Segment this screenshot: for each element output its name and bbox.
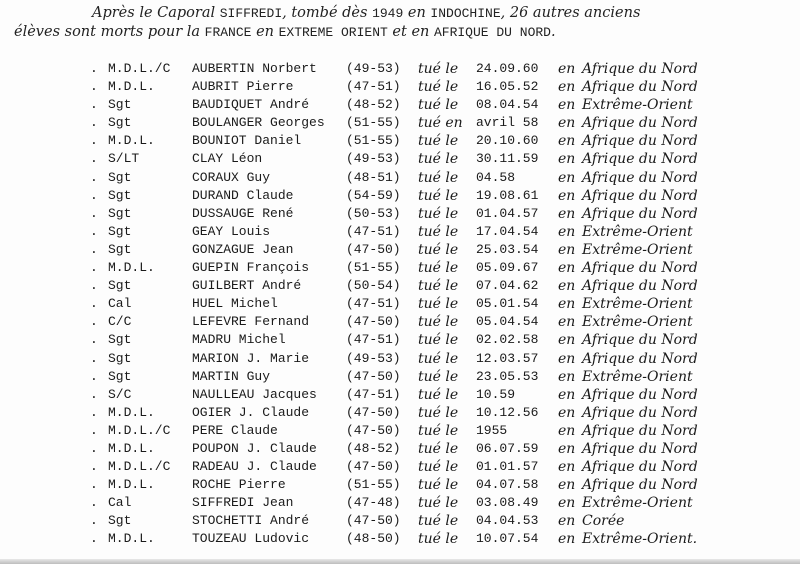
entry-name: POUPON J. Claude (192, 440, 317, 456)
entry-years: (48-52) (346, 97, 401, 113)
entry-bullet: . (90, 531, 98, 547)
entry-date: 04.58 (476, 169, 516, 185)
entry-name: BOULANGER Georges (192, 115, 325, 131)
entry-place: Corée (582, 513, 625, 530)
entry-name: CORAUX Guy (192, 169, 271, 185)
entry-verb: tué le (418, 169, 459, 186)
entry-rank: M.D.L. (108, 477, 155, 493)
entry-verb: tué le (418, 386, 459, 403)
entry-place: Afrique du Nord (582, 477, 698, 494)
scan-edge (0, 559, 800, 564)
list-item (0, 350, 800, 368)
entry-place: Afrique du Nord (582, 115, 698, 132)
entry-rank: Sgt (108, 223, 132, 239)
list-item (0, 368, 800, 386)
entry-name: GUILBERT André (192, 278, 302, 294)
entry-place: Afrique du Nord (582, 404, 698, 421)
entry-years: (51-55) (346, 260, 401, 276)
entry-date: 23.05.53 (476, 368, 539, 384)
entry-en: en (558, 368, 576, 385)
entry-rank: Sgt (108, 205, 132, 221)
entry-bullet: . (90, 422, 98, 438)
entry-date: 04.07.58 (476, 477, 539, 493)
entry-rank: M.D.L. (108, 260, 155, 276)
entry-name: PERE Claude (192, 422, 278, 438)
entry-en: en (558, 314, 576, 331)
entry-rank: M.D.L. (108, 79, 155, 95)
intro-line-2 (14, 23, 784, 42)
entry-verb: tué le (418, 241, 459, 258)
list-item (0, 313, 800, 331)
entry-bullet: . (90, 187, 98, 203)
list-item (0, 476, 800, 494)
entry-verb: tué le (418, 278, 459, 295)
entry-en: en (558, 477, 576, 494)
entry-rank: S/LT (108, 151, 140, 167)
entry-rank: Sgt (108, 97, 132, 113)
entry-date: 01.04.57 (476, 205, 539, 221)
intro-caps: FRANCE (204, 25, 252, 40)
entry-bullet: . (90, 477, 98, 493)
entry-verb: tué le (418, 422, 459, 439)
entry-en: en (558, 61, 576, 77)
entry-rank: Sgt (108, 278, 132, 294)
entry-rank: Sgt (108, 169, 132, 185)
entry-date: 10.07.54 (476, 531, 539, 547)
entry-date: 02.02.58 (476, 332, 539, 348)
entry-years: (47-50) (346, 404, 401, 420)
entry-en: en (558, 115, 576, 132)
intro-caps: AFRIQUE DU NORD (433, 25, 551, 40)
entry-years: (47-51) (346, 386, 401, 402)
entry-name: DUSSAUGE René (192, 205, 294, 221)
list-item (0, 259, 800, 277)
entry-bullet: . (90, 404, 98, 420)
entry-verb: tué le (418, 296, 459, 313)
entry-years: (49-53) (346, 61, 401, 76)
entry-name: HUEL Michel (192, 296, 278, 312)
entry-place: Extrême-Orient (582, 241, 693, 258)
entry-verb: tué le (418, 314, 459, 331)
entry-en: en (558, 223, 576, 240)
list-item (0, 404, 800, 422)
entry-en: en (558, 97, 576, 114)
entry-en: en (558, 459, 576, 476)
entry-verb: tué le (418, 260, 459, 277)
list-item (0, 386, 800, 404)
list-item (0, 277, 800, 295)
entry-bullet: . (90, 332, 98, 348)
entry-date: 01.01.57 (476, 459, 539, 475)
entry-en: en (558, 495, 576, 512)
entry-bullet: . (90, 459, 98, 475)
entry-date: 04.04.53 (476, 513, 539, 529)
entry-date: 1955 (476, 422, 508, 438)
entry-bullet: . (90, 350, 98, 366)
entry-en: en (558, 169, 576, 186)
entry-bullet: . (90, 368, 98, 384)
entry-place: Extrême-Orient (582, 97, 693, 114)
intro-caps: 1949 (372, 6, 404, 21)
entry-place: Afrique du Nord (582, 169, 698, 186)
entry-rank: Sgt (108, 368, 132, 384)
entry-place: Extrême-Orient (582, 296, 693, 313)
entry-bullet: . (90, 314, 98, 330)
entry-verb: tué le (418, 368, 459, 385)
entry-years: (47-48) (346, 495, 401, 511)
entry-verb: tué le (418, 459, 459, 476)
entry-years: (47-51) (346, 296, 401, 312)
entry-date: 17.04.54 (476, 223, 539, 239)
entry-rank: M.D.L./C (108, 459, 171, 475)
entry-years: (50-54) (346, 278, 401, 294)
list-item (0, 512, 800, 530)
entry-bullet: . (90, 97, 98, 113)
entry-rank: M.D.L. (108, 531, 155, 547)
entry-name: MARTIN Guy (192, 368, 271, 384)
entry-bullet: . (90, 278, 98, 294)
entry-en: en (558, 386, 576, 403)
entry-name: STOCHETTI André (192, 513, 310, 529)
entry-years: (47-51) (346, 79, 401, 95)
intro-text: . (551, 24, 556, 40)
entry-en: en (558, 205, 576, 222)
entry-place: Extrême-Orient. (582, 531, 698, 548)
entry-en: en (558, 133, 576, 150)
intro-caps: INDOCHINE (430, 6, 501, 21)
entry-rank: M.D.L./C (108, 61, 171, 76)
entry-place: Afrique du Nord (582, 79, 698, 96)
intro-text: en (407, 5, 426, 21)
entry-name: BOUNIOT Daniel (192, 133, 302, 149)
entry-years: (47-50) (346, 241, 401, 257)
entry-verb: tué le (418, 205, 459, 222)
entry-date: 05.04.54 (476, 314, 539, 330)
entry-rank: Sgt (108, 513, 132, 529)
entry-years: (54-59) (346, 187, 401, 203)
entry-en: en (558, 79, 576, 96)
entry-en: en (558, 296, 576, 313)
list-item (0, 422, 800, 440)
entry-rank: Sgt (108, 332, 132, 348)
entry-en: en (558, 151, 576, 168)
entry-verb: tué le (418, 79, 459, 96)
entry-place: Afrique du Nord (582, 350, 698, 367)
entry-name: LEFEVRE Fernand (192, 314, 310, 330)
entry-rank: S/C (108, 386, 132, 402)
entry-bullet: . (90, 260, 98, 276)
entry-years: (49-53) (346, 350, 401, 366)
entry-rank: C/C (108, 314, 132, 330)
entry-date: 16.05.52 (476, 79, 539, 95)
memorial-list (0, 60, 800, 549)
entry-bullet: . (90, 241, 98, 257)
entry-name: SIFFREDI Jean (192, 495, 294, 511)
entry-name: OGIER J. Claude (192, 404, 310, 420)
entry-en: en (558, 350, 576, 367)
entry-years: (51-55) (346, 115, 401, 131)
entry-en: en (558, 404, 576, 421)
entry-years: (47-51) (346, 223, 401, 239)
entry-rank: Sgt (108, 241, 132, 257)
entry-years: (50-53) (346, 205, 401, 221)
intro-paragraph (14, 4, 784, 42)
list-item (0, 223, 800, 241)
entry-years: (48-50) (346, 531, 401, 547)
entry-place: Afrique du Nord (582, 459, 698, 476)
entry-rank: Sgt (108, 187, 132, 203)
entry-rank: M.D.L./C (108, 422, 171, 438)
intro-text: et en (392, 24, 430, 40)
intro-text: en (256, 24, 274, 40)
entry-verb: tué le (418, 223, 459, 240)
entry-verb: tué le (418, 531, 459, 548)
entry-bullet: . (90, 223, 98, 239)
entry-rank: M.D.L. (108, 133, 155, 149)
entry-place: Extrême-Orient (582, 223, 693, 240)
entry-bullet: . (90, 205, 98, 221)
list-item (0, 114, 800, 132)
list-item (0, 440, 800, 458)
entry-place: Afrique du Nord (582, 205, 698, 222)
entry-name: DURAND Claude (192, 187, 294, 203)
entry-years: (47-50) (346, 314, 401, 330)
intro-text: Après le Caporal (92, 5, 216, 21)
entry-date: 03.08.49 (476, 495, 539, 511)
entry-date: 10.59 (476, 386, 516, 402)
entry-date: 24.09.60 (476, 61, 539, 76)
entry-bullet: . (90, 495, 98, 511)
entry-years: (47-50) (346, 368, 401, 384)
entry-date: 20.10.60 (476, 133, 539, 149)
entry-verb: tué le (418, 97, 459, 114)
entry-verb: tué le (418, 404, 459, 421)
entry-en: en (558, 278, 576, 295)
list-item (0, 60, 800, 78)
list-item (0, 150, 800, 168)
entry-date: avril 58 (476, 115, 539, 131)
entry-verb: tué le (418, 513, 459, 530)
entry-en: en (558, 187, 576, 204)
entry-name: BAUDIQUET André (192, 97, 310, 113)
entry-years: (51-55) (346, 133, 401, 149)
entry-en: en (558, 332, 576, 349)
intro-text: , tombé dès (282, 5, 368, 21)
list-item (0, 96, 800, 114)
intro-caps: SIFFREDI (219, 6, 283, 21)
entry-verb: tué le (418, 440, 459, 457)
entry-date: 19.08.61 (476, 187, 539, 203)
entry-years: (47-50) (346, 459, 401, 475)
entry-verb: tué le (418, 350, 459, 367)
entry-name: NAULLEAU Jacques (192, 386, 317, 402)
entry-date: 30.11.59 (476, 151, 539, 167)
entry-name: GUEPIN François (192, 260, 310, 276)
entry-bullet: . (90, 513, 98, 529)
entry-bullet: . (90, 61, 98, 76)
entry-years: (47-50) (346, 422, 401, 438)
entry-date: 25.03.54 (476, 241, 539, 257)
entry-place: Afrique du Nord (582, 61, 698, 77)
entry-rank: Cal (108, 495, 132, 511)
entry-place: Extrême-Orient (582, 368, 693, 385)
entry-bullet: . (90, 151, 98, 167)
entry-place: Afrique du Nord (582, 278, 698, 295)
entry-place: Afrique du Nord (582, 332, 698, 349)
entry-name: RADEAU J. Claude (192, 459, 317, 475)
entry-bullet: . (90, 440, 98, 456)
list-item (0, 458, 800, 476)
entry-bullet: . (90, 133, 98, 149)
entry-years: (48-51) (346, 169, 401, 185)
entry-name: MARION J. Marie (192, 350, 310, 366)
entry-place: Afrique du Nord (582, 386, 698, 403)
entry-name: GONZAGUE Jean (192, 241, 294, 257)
list-item (0, 132, 800, 150)
entry-rank: M.D.L. (108, 404, 155, 420)
entry-verb: tué le (418, 61, 459, 77)
entry-verb: tué le (418, 187, 459, 204)
entry-en: en (558, 440, 576, 457)
entry-name: AUBRIT Pierre (192, 79, 294, 95)
entry-rank: Cal (108, 296, 132, 312)
entry-years: (47-51) (346, 332, 401, 348)
entry-place: Extrême-Orient (582, 314, 693, 331)
entry-rank: Sgt (108, 115, 132, 131)
entry-name: AUBERTIN Norbert (192, 61, 317, 76)
entry-date: 07.04.62 (476, 278, 539, 294)
entry-date: 05.09.67 (476, 260, 539, 276)
list-item (0, 205, 800, 223)
list-item (0, 78, 800, 96)
entry-verb: tué le (418, 332, 459, 349)
list-item (0, 241, 800, 259)
entry-bullet: . (90, 296, 98, 312)
entry-place: Afrique du Nord (582, 440, 698, 457)
intro-text: , 26 autres anciens (500, 5, 641, 21)
entry-name: TOUZEAU Ludovic (192, 531, 310, 547)
entry-verb: tué le (418, 495, 459, 512)
entry-place: Afrique du Nord (582, 422, 698, 439)
intro-text: élèves sont morts pour la (14, 24, 201, 40)
entry-verb: tué le (418, 151, 459, 168)
entry-years: (48-52) (346, 440, 401, 456)
entry-place: Afrique du Nord (582, 133, 698, 150)
list-item (0, 530, 800, 548)
entry-en: en (558, 531, 576, 548)
list-item (0, 295, 800, 313)
intro-caps: EXTREME ORIENT (278, 25, 388, 40)
entry-en: en (558, 241, 576, 258)
entry-bullet: . (90, 169, 98, 185)
list-item (0, 187, 800, 205)
entry-verb: tué le (418, 477, 459, 494)
intro-line-1 (14, 4, 784, 23)
entry-rank: Sgt (108, 350, 132, 366)
entry-date: 12.03.57 (476, 350, 539, 366)
entry-date: 05.01.54 (476, 296, 539, 312)
list-item (0, 494, 800, 512)
entry-name: ROCHE Pierre (192, 477, 286, 493)
entry-place: Afrique du Nord (582, 260, 698, 277)
list-item (0, 331, 800, 349)
entry-date: 06.07.59 (476, 440, 539, 456)
entry-date: 10.12.56 (476, 404, 539, 420)
entry-bullet: . (90, 386, 98, 402)
entry-place: Afrique du Nord (582, 151, 698, 168)
entry-bullet: . (90, 79, 98, 95)
entry-name: MADRU Michel (192, 332, 286, 348)
list-item (0, 169, 800, 187)
entry-en: en (558, 513, 576, 530)
entry-verb: tué le (418, 133, 459, 150)
entry-rank: M.D.L. (108, 440, 155, 456)
entry-verb: tué en (418, 115, 463, 132)
entry-name: GEAY Louis (192, 223, 271, 239)
entry-date: 08.04.54 (476, 97, 539, 113)
entry-years: (51-55) (346, 477, 401, 493)
entry-years: (49-53) (346, 151, 401, 167)
entry-place: Extrême-Orient (582, 495, 693, 512)
entry-bullet: . (90, 115, 98, 131)
entry-name: CLAY Léon (192, 151, 263, 167)
entry-years: (47-50) (346, 513, 401, 529)
entry-en: en (558, 422, 576, 439)
entry-place: Afrique du Nord (582, 187, 698, 204)
entry-en: en (558, 260, 576, 277)
